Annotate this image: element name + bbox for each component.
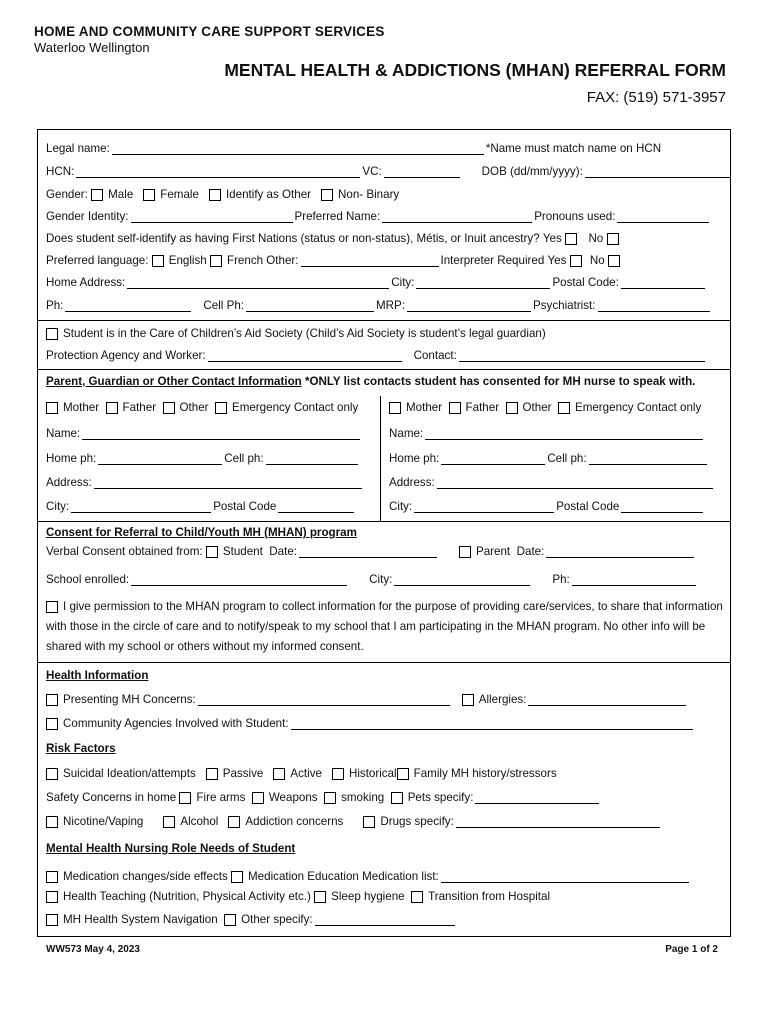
consent-heading-row [46,526,357,540]
phone-row [46,299,712,313]
other-specify-field[interactable] [315,914,455,926]
consent-parent-date-label: Date: [516,545,545,558]
addiction-checkbox[interactable] [228,816,240,828]
suicidal-label: Suicidal Ideation/attempts [63,767,196,780]
agency-label: Protection Agency and Worker: [46,349,206,362]
form-id: WW573 May 4, 2023 [46,944,140,955]
concerns-row [46,693,688,707]
consent-parent-label: Parent [476,545,511,558]
gender-identity-label: Gender Identity: [46,210,129,223]
contact2-cell-ph-label: Cell ph: [547,452,587,465]
hcn-row [46,165,733,179]
home-address-label: Home Address: [46,276,126,289]
preferred-language-label: Preferred language: [46,254,149,267]
home-address-field[interactable] [127,277,389,289]
cas-care-row [46,327,546,341]
allergies-label: Allergies: [478,693,527,706]
permission-row-2 [46,620,705,634]
transition-checkbox[interactable] [411,891,423,903]
legal-name-row [46,142,661,156]
contact1-home-ph-field[interactable] [98,453,222,465]
historical-checkbox[interactable] [332,768,344,780]
english-label: English [168,254,207,267]
contact2-mother-checkbox[interactable] [389,402,401,414]
contact1-other-checkbox[interactable] [163,402,175,414]
med-education-label: Medication Education Medication list: [248,870,439,883]
cell-ph-label: Cell Ph: [203,299,245,312]
mrp-label: MRP: [376,299,405,312]
interpreter-yes-checkbox[interactable] [570,255,582,267]
weapons-checkbox[interactable] [252,792,264,804]
contact2-name-row [389,427,705,441]
contact2-other-checkbox[interactable] [506,402,518,414]
other-specify-checkbox[interactable] [224,914,236,926]
smoking-checkbox[interactable] [324,792,336,804]
contact1-name-field[interactable] [82,428,360,440]
school-city-field[interactable] [394,574,530,586]
contact1-mother-label: Mother [63,401,100,414]
french-other-label: French Other: [226,254,299,267]
contact1-address-field[interactable] [94,477,362,489]
legal-name-label: Legal name: [46,142,110,155]
contact2-postal-label: Postal Code [556,500,620,513]
contact2-city-row [389,500,705,514]
agencies-label: Community Agencies Involved with Student: [63,717,289,730]
teaching-row [46,890,550,904]
concerns-field[interactable] [198,694,450,706]
contacts-divider [380,396,381,522]
first-nations-no-checkbox[interactable] [607,233,619,245]
fax-number: FAX: (519) 571-3957 [586,89,726,106]
pronouns-label: Pronouns used: [534,210,616,223]
contact1-address-label: Address: [46,476,92,489]
alcohol-label: Alcohol [180,815,219,828]
school-field[interactable] [131,574,347,586]
navigation-checkbox[interactable] [46,914,58,926]
first-nations-yes-label: Yes [542,232,562,245]
mrp-field[interactable] [407,300,531,312]
contact1-father-checkbox[interactable] [106,402,118,414]
contact2-other-label: Other [522,401,552,414]
organization-name: HOME AND COMMUNITY CARE SUPPORT SERVICES [34,24,385,39]
postal-code-label: Postal Code: [552,276,619,289]
verbal-consent-row [46,545,696,559]
suicidal-checkbox[interactable] [46,768,58,780]
contact1-city-field[interactable] [71,501,211,513]
preferred-name-label: Preferred Name: [294,210,381,223]
permission-row [46,600,723,614]
other-specify-label: Other specify: [241,913,313,926]
permission-text-2: with those in the circle of care and to notify/speak to my school that I am participating in the MHAN program. No other info will be [46,620,706,633]
region-name: Waterloo Wellington [34,40,150,55]
ph-label: Ph: [46,299,64,312]
contact1-postal-label: Postal Code [213,500,277,513]
contact1-cell-ph-field[interactable] [266,453,358,465]
contact1-other-label: Other [179,401,209,414]
gender-male-checkbox[interactable] [91,189,103,201]
contact1-address-row [46,476,364,490]
school-row [46,573,698,587]
permission-text-3: shared with my school or others without my informed consent. [46,640,364,653]
french-other-field[interactable] [301,255,439,267]
contact2-home-ph-label: Home ph: [389,452,440,465]
contact2-postal-field[interactable] [621,501,703,513]
contact1-father-label: Father [122,401,157,414]
address-row [46,276,707,290]
contact2-name-field[interactable] [425,428,703,440]
nursing-heading: Mental Health Nursing Role Needs of Student [46,842,296,855]
first-nations-yes-checkbox[interactable] [565,233,577,245]
contact2-father-label: Father [465,401,500,414]
contact2-relationship-row [389,401,701,415]
nursing-heading-row [46,842,295,856]
vc-field[interactable] [384,166,460,178]
first-nations-no-label: No [588,232,604,245]
medication-row [46,870,691,884]
contact2-emergency-checkbox[interactable] [558,402,570,414]
contact-label: Contact: [413,349,457,362]
drugs-field[interactable] [456,816,660,828]
med-changes-label: Medication changes/side effects [63,870,228,883]
city-field[interactable] [416,277,550,289]
nicotine-checkbox[interactable] [46,816,58,828]
health-teaching-checkbox[interactable] [46,891,58,903]
consent-student-checkbox[interactable] [206,546,218,558]
contact1-name-label: Name: [46,427,81,440]
firearms-checkbox[interactable] [179,792,191,804]
first-nations-row [46,232,624,246]
historical-label: Historical [348,767,397,780]
contact2-father-checkbox[interactable] [449,402,461,414]
med-changes-checkbox[interactable] [46,871,58,883]
agency-field[interactable] [208,350,402,362]
consent-heading: Consent for Referral to Child/Youth MH (MHAN) program [46,526,357,539]
contact1-emergency-label: Emergency Contact only [231,401,359,414]
risk-heading-row [46,742,116,756]
transition-label: Transition from Hospital [428,890,551,903]
drugs-checkbox[interactable] [363,816,375,828]
contact1-relationship-row [46,401,358,415]
gender-nonbinary-label: Non- Binary [338,188,400,201]
english-checkbox[interactable] [152,255,164,267]
cas-care-checkbox[interactable] [46,328,58,340]
contact1-phone-row [46,452,360,466]
safety-label: Safety Concerns in home [46,791,177,804]
agencies-field[interactable] [291,718,693,730]
ph-field[interactable] [65,300,191,312]
contacts-note: *ONLY list contacts student has consented for MH nurse to speak with. [304,375,696,388]
contact2-home-ph-field[interactable] [441,453,545,465]
gender-row [46,188,399,202]
navigation-label: MH Health System Navigation [63,913,218,926]
smoking-label: smoking [341,791,385,804]
contact1-city-row [46,500,356,514]
active-checkbox[interactable] [273,768,285,780]
school-ph-label: Ph: [552,573,570,586]
interpreter-label: Interpreter Required [440,254,545,267]
school-city-label: City: [369,573,393,586]
preferred-name-field[interactable] [382,211,532,223]
med-education-checkbox[interactable] [231,871,243,883]
contact1-postal-field[interactable] [278,501,354,513]
legal-name-field[interactable] [112,143,484,155]
passive-checkbox[interactable] [206,768,218,780]
gender-label: Gender: [46,188,88,201]
agencies-checkbox[interactable] [46,718,58,730]
addiction-label: Addiction concerns [245,815,344,828]
contact1-emergency-checkbox[interactable] [215,402,227,414]
school-label: School enrolled: [46,573,130,586]
pets-field[interactable] [475,792,599,804]
contact2-cell-ph-field[interactable] [589,453,707,465]
health-heading-row [46,669,148,683]
contact2-address-label: Address: [389,476,435,489]
active-label: Active [290,767,322,780]
consent-parent-date-field[interactable] [546,546,694,558]
contact1-mother-checkbox[interactable] [46,402,58,414]
psychiatrist-label: Psychiatrist: [533,299,596,312]
student-info-section [37,129,731,321]
gender-other-label: Identify as Other [225,188,312,201]
family-history-checkbox[interactable] [397,768,409,780]
agencies-row [46,717,695,731]
french-other-checkbox[interactable] [210,255,222,267]
interpreter-no-label: No [589,254,605,267]
contacts-heading-row [46,375,695,389]
consent-student-date-field[interactable] [299,546,437,558]
contact1-home-ph-label: Home ph: [46,452,97,465]
medication-list-field[interactable] [441,871,689,883]
language-row [46,254,625,268]
risk-heading: Risk Factors [46,742,116,755]
permission-row-3 [46,640,364,654]
form-title: MENTAL HEALTH & ADDICTIONS (MHAN) REFERRAL FORM [224,60,726,80]
concerns-checkbox[interactable] [46,694,58,706]
dob-field[interactable] [585,166,731,178]
interpreter-no-checkbox[interactable] [608,255,620,267]
psychiatrist-field[interactable] [598,300,710,312]
gender-identity-row [46,210,711,224]
agency-row [46,349,707,363]
contact2-city-label: City: [389,500,413,513]
name-note: *Name must match name on HCN [485,142,662,155]
allergies-field[interactable] [528,694,686,706]
pets-checkbox[interactable] [391,792,403,804]
alcohol-checkbox[interactable] [163,816,175,828]
substance-row [46,815,662,829]
contact2-phone-row [389,452,709,466]
hcn-label: HCN: [46,165,75,178]
contact2-address-row [389,476,715,490]
consent-student-date-label: Date: [269,545,297,558]
cas-care-label: Student is in the Care of Children’s Aid Society (Child’s Aid Society is student’s legal guardian) [63,327,546,340]
passive-label: Passive [222,767,264,780]
sleep-checkbox[interactable] [314,891,326,903]
vc-label: VC: [362,165,382,178]
gender-female-checkbox[interactable] [143,189,155,201]
navigation-row [46,913,457,927]
interpreter-yes-label: Yes [547,254,567,267]
contacts-heading: Parent, Guardian or Other Contact Information [46,375,302,388]
sleep-label: Sleep hygiene [331,890,405,903]
consent-student-label: Student [222,545,263,558]
school-ph-field[interactable] [572,574,696,586]
contact2-emergency-label: Emergency Contact only [574,401,702,414]
drugs-label: Drugs specify: [380,815,454,828]
contact1-cell-ph-label: Cell ph: [224,452,264,465]
contact2-name-label: Name: [389,427,424,440]
weapons-label: Weapons [268,791,318,804]
dob-label: DOB (dd/mm/yyyy): [481,165,583,178]
gender-nonbinary-checkbox[interactable] [321,189,333,201]
contact2-address-field[interactable] [437,477,713,489]
health-teaching-label: Health Teaching (Nutrition, Physical Activity etc.) [63,890,311,903]
postal-code-field[interactable] [621,277,705,289]
contact1-city-label: City: [46,500,70,513]
contact1-name-row [46,427,362,441]
cell-ph-field[interactable] [246,300,374,312]
safety-row [46,791,601,805]
contact2-mother-label: Mother [406,401,443,414]
first-nations-question: Does student self-identify as having First Nations (status or non-status), Métis, or Inuit ancestry? [46,232,540,245]
nicotine-label: Nicotine/Vaping [63,815,144,828]
permission-text-1: I give permission to the MHAN program to collect information for the purpose of providing care/services, to share that information [63,600,723,613]
suicidal-row [46,767,557,781]
city-label: City: [391,276,415,289]
verbal-consent-label: Verbal Consent obtained from: [46,545,203,558]
pronouns-field[interactable] [617,211,709,223]
gender-identity-field[interactable] [131,211,293,223]
consent-parent-checkbox[interactable] [459,546,471,558]
permission-checkbox[interactable] [46,601,58,613]
health-heading: Health Information [46,669,149,682]
family-history-label: Family MH history/stressors [413,767,557,780]
gender-male-label: Male [108,188,134,201]
hcn-field[interactable] [76,166,360,178]
pets-label: Pets specify: [407,791,474,804]
gender-other-checkbox[interactable] [209,189,221,201]
concerns-label: Presenting MH Concerns: [63,693,196,706]
contact-field[interactable] [459,350,705,362]
allergies-checkbox[interactable] [462,694,474,706]
firearms-label: Fire arms [196,791,246,804]
gender-female-label: Female [160,188,199,201]
contact2-city-field[interactable] [414,501,554,513]
page-number: Page 1 of 2 [665,944,718,955]
